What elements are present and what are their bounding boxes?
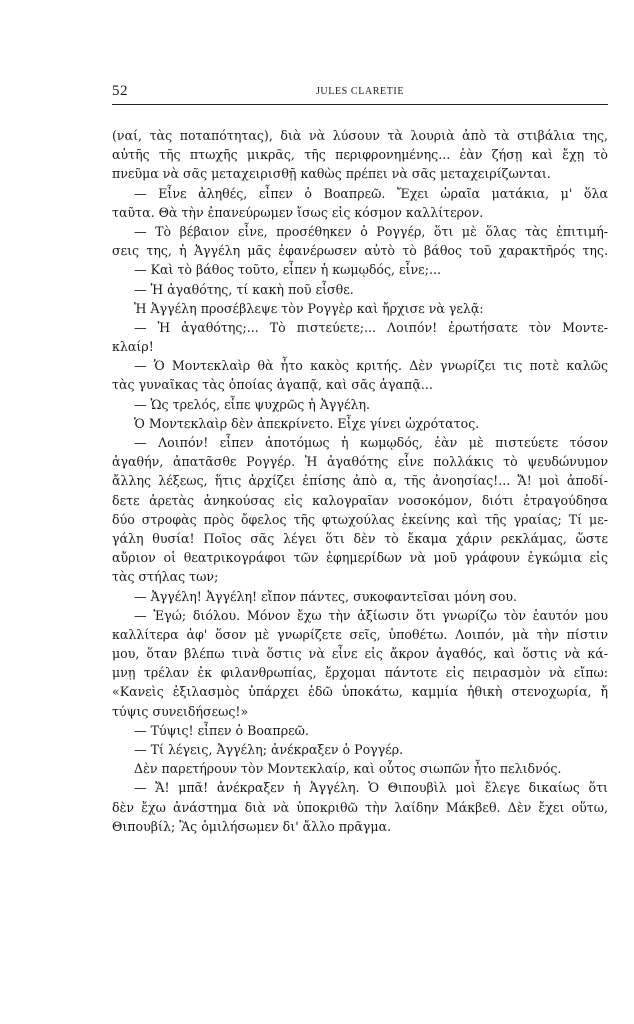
text-line: — Ὁ Μοντεκλαὶρ θὰ ἦτο κακὸς κριτής. Δὲν γνωρίζει τις ποτὲ καλῶς [134, 358, 608, 374]
text-line: ἀγαθήν, ἀπατᾶσθε Ρογγέρ. Ἡ ἀγαθότης εἶνε πολλάκις τὸ ψευδώνυμον [112, 454, 608, 470]
text-line: (ναί, τὰς ποταπότητας), διὰ νὰ λύσουν τὰ λουριὰ ἀπὸ τὰ στιβάλια της, [112, 128, 608, 143]
text-line: — Τύψις! εἶπεν ὁ Βοαπρεῶ. [134, 722, 309, 738]
text-line: Θιπουβίλ; Ἂς ὁμιλήσωμεν δι' ἄλλο πρᾶγμα. [112, 818, 392, 834]
text-line: δετε ἀρετὰς ἀνηκούσας εἰς καλογραῖαν νοσοκόμον, διότι ἐτραγούδησα [112, 492, 608, 508]
body-text [112, 126, 608, 836]
text-line: τὰς γυναῖκας τὰς ὁποίας ἀγαπᾷ, καὶ σᾶς ἀγαπᾷ... [112, 377, 433, 393]
text-line: μνῃ τρέλαν ἐκ φιλανθρωπίας, ἔρχομαι πάντοτε εἰς πειρασμὸν νὰ εἴπω: [112, 665, 608, 681]
text-line: — Λοιπόν! εἶπεν ἀποτόμως ἡ κωμῳδός, ἐὰν μὲ πιστεύετε τόσον [134, 435, 608, 450]
text-line: Ἡ Ἀγγέλη προσέβλεψε τὸν Ρογγὲρ καὶ ἤρχισε νὰ γελᾷ: [134, 300, 484, 316]
text-line: — Ὡς τρελός, εἶπε ψυχρῶς ἡ Ἀγγέλη. [134, 396, 371, 412]
text-line: — Τί λέγεις, Ἀγγέλη; ἀνέκραξεν ὁ Ρογγέρ. [134, 742, 404, 757]
text-line: — Ἐγώ; διόλου. Μόνον ἔχω τὴν ἀξίωσιν ὅτι γνωρίζω τὸν ἑαυτόν μου [134, 607, 608, 623]
page-number: 52 [112, 83, 128, 99]
text-line: — Ἡ ἀγαθότης;... Τὸ πιστεύετε;... Λοιπόν! ἐρωτήσατε τὸν Μοντε- [134, 319, 608, 335]
text-line: πνεῦμα νὰ σᾶς μεταχειρισθῇ καθὼς πρέπει νὰ σᾶς μεταχειρίζωνται. [112, 166, 551, 182]
text-line: — Ἄ! μπᾶ! ἀνέκραξεν ἡ Ἀγγέλη. Ὁ Θιπουβὶλ μοὶ ἔλεγε δικαίως ὅτι [134, 780, 608, 796]
text-line: αὐτῆς τῆς πτωχῆς μικρᾶς, τῆς περιφρονημένης... ἐὰν ζήσῃ καὶ ἔχῃ τὸ [112, 147, 608, 163]
text-line: — Καὶ τὸ βάθος τοῦτο, εἶπεν ἡ κωμῳδός, εἶνε;... [134, 262, 441, 278]
text-line: — Ἀγγέλη! Ἀγγέλη! εἴπον πάντες, συκοφαντεῖσαι μόνη σου. [134, 588, 518, 604]
text-line: «Κανεὶς ἐξιλασμὸς ὑπάρχει ἐδῶ ὑποκάτω, καμμία ἠθικὴ στενοχωρία, ἤ [112, 684, 608, 700]
text-line: δύο στροφὰς πρὸς ὄφελος τῆς φτωχούλας ἐκείνης καὶ τῆς γραίας; Τί με- [112, 511, 608, 527]
text-line: Δὲν παρετήρουν τὸν Μοντεκλαίρ, καὶ οὗτος σιωπῶν ἦτο πελιδνός. [134, 761, 562, 777]
text-line: ταῦτα. Θὰ τὴν ἐπανεύρωμεν ἴσως εἰς κόσμον καλλίτερον. [112, 204, 484, 220]
text-line: καλλίτερα ἀφ' ὅσον μὲ γνωρίζετε σεῖς, ὑποθέτω. Λοιπόν, μὰ τὴν πίστιν [112, 626, 608, 642]
running-head: JULES CLARETIE [315, 86, 405, 97]
text-line: Ὁ Μοντεκλαὶρ δὲν ἀπεκρίνετο. Εἶχε γίνει ὠχρότατος. [134, 415, 480, 431]
text-line: δὲν ἔχω ἀνάστημα διὰ νὰ ὑποκριθῶ τὴν λαίδην Μάκβεθ. Δὲν ἔχει οὕτω, [112, 799, 608, 815]
text-line: κλαίρ! [112, 339, 154, 355]
text-line: ἄλλης λέξεως, ἥτις ἀρχίζει ἐπίσης ἀπὸ α, τῆς ἀνοησίας!... Ἄ! μοὶ ἀποδί- [112, 473, 608, 489]
text-line: σεις της, ἡ Ἀγγέλη μᾶς ἐφανέρωσεν αὐτὸ τὸ βάθος τοῦ χαρακτῆρός της. [112, 243, 608, 259]
text-line: γάλη θυσία! Ποῖος σᾶς λέγει ὅτι δὲν τὸ ἔκαμα χάριν ρεκλάμας, ὥστε [112, 530, 608, 546]
text-line: τὰς στήλας των; [112, 569, 219, 585]
page-header [112, 82, 608, 105]
text-line: τύψις συνειδήσεως!» [112, 703, 249, 719]
text-line: αὔριον οἱ θεατρικογράφοι τῶν ἐφημερίδων νὰ μοῦ γράφουν ἐγκώμια εἰς [112, 550, 608, 566]
text-line: — Τὸ βέβαιον εἶνε, προσέθηκεν ὁ Ρογγέρ, ὅτι μὲ ὅλας τὰς ἐπιτιμή- [134, 223, 608, 239]
text-line: — Εἶνε ἀληθές, εἶπεν ὁ Βοαπρεῶ. Ἔχει ὡραῖα ματάκια, μ' ὅλα [134, 185, 608, 201]
text-line: — Ἡ ἀγαθότης, τί κακὴ ποῦ εἶσθε. [134, 281, 354, 297]
text-line: μου, ὅταν βλέπω τινὰ ὅστις νὰ εἶνε εἰς ἄκρον ἀγαθός, καὶ ὅστις νὰ κά- [112, 646, 608, 662]
